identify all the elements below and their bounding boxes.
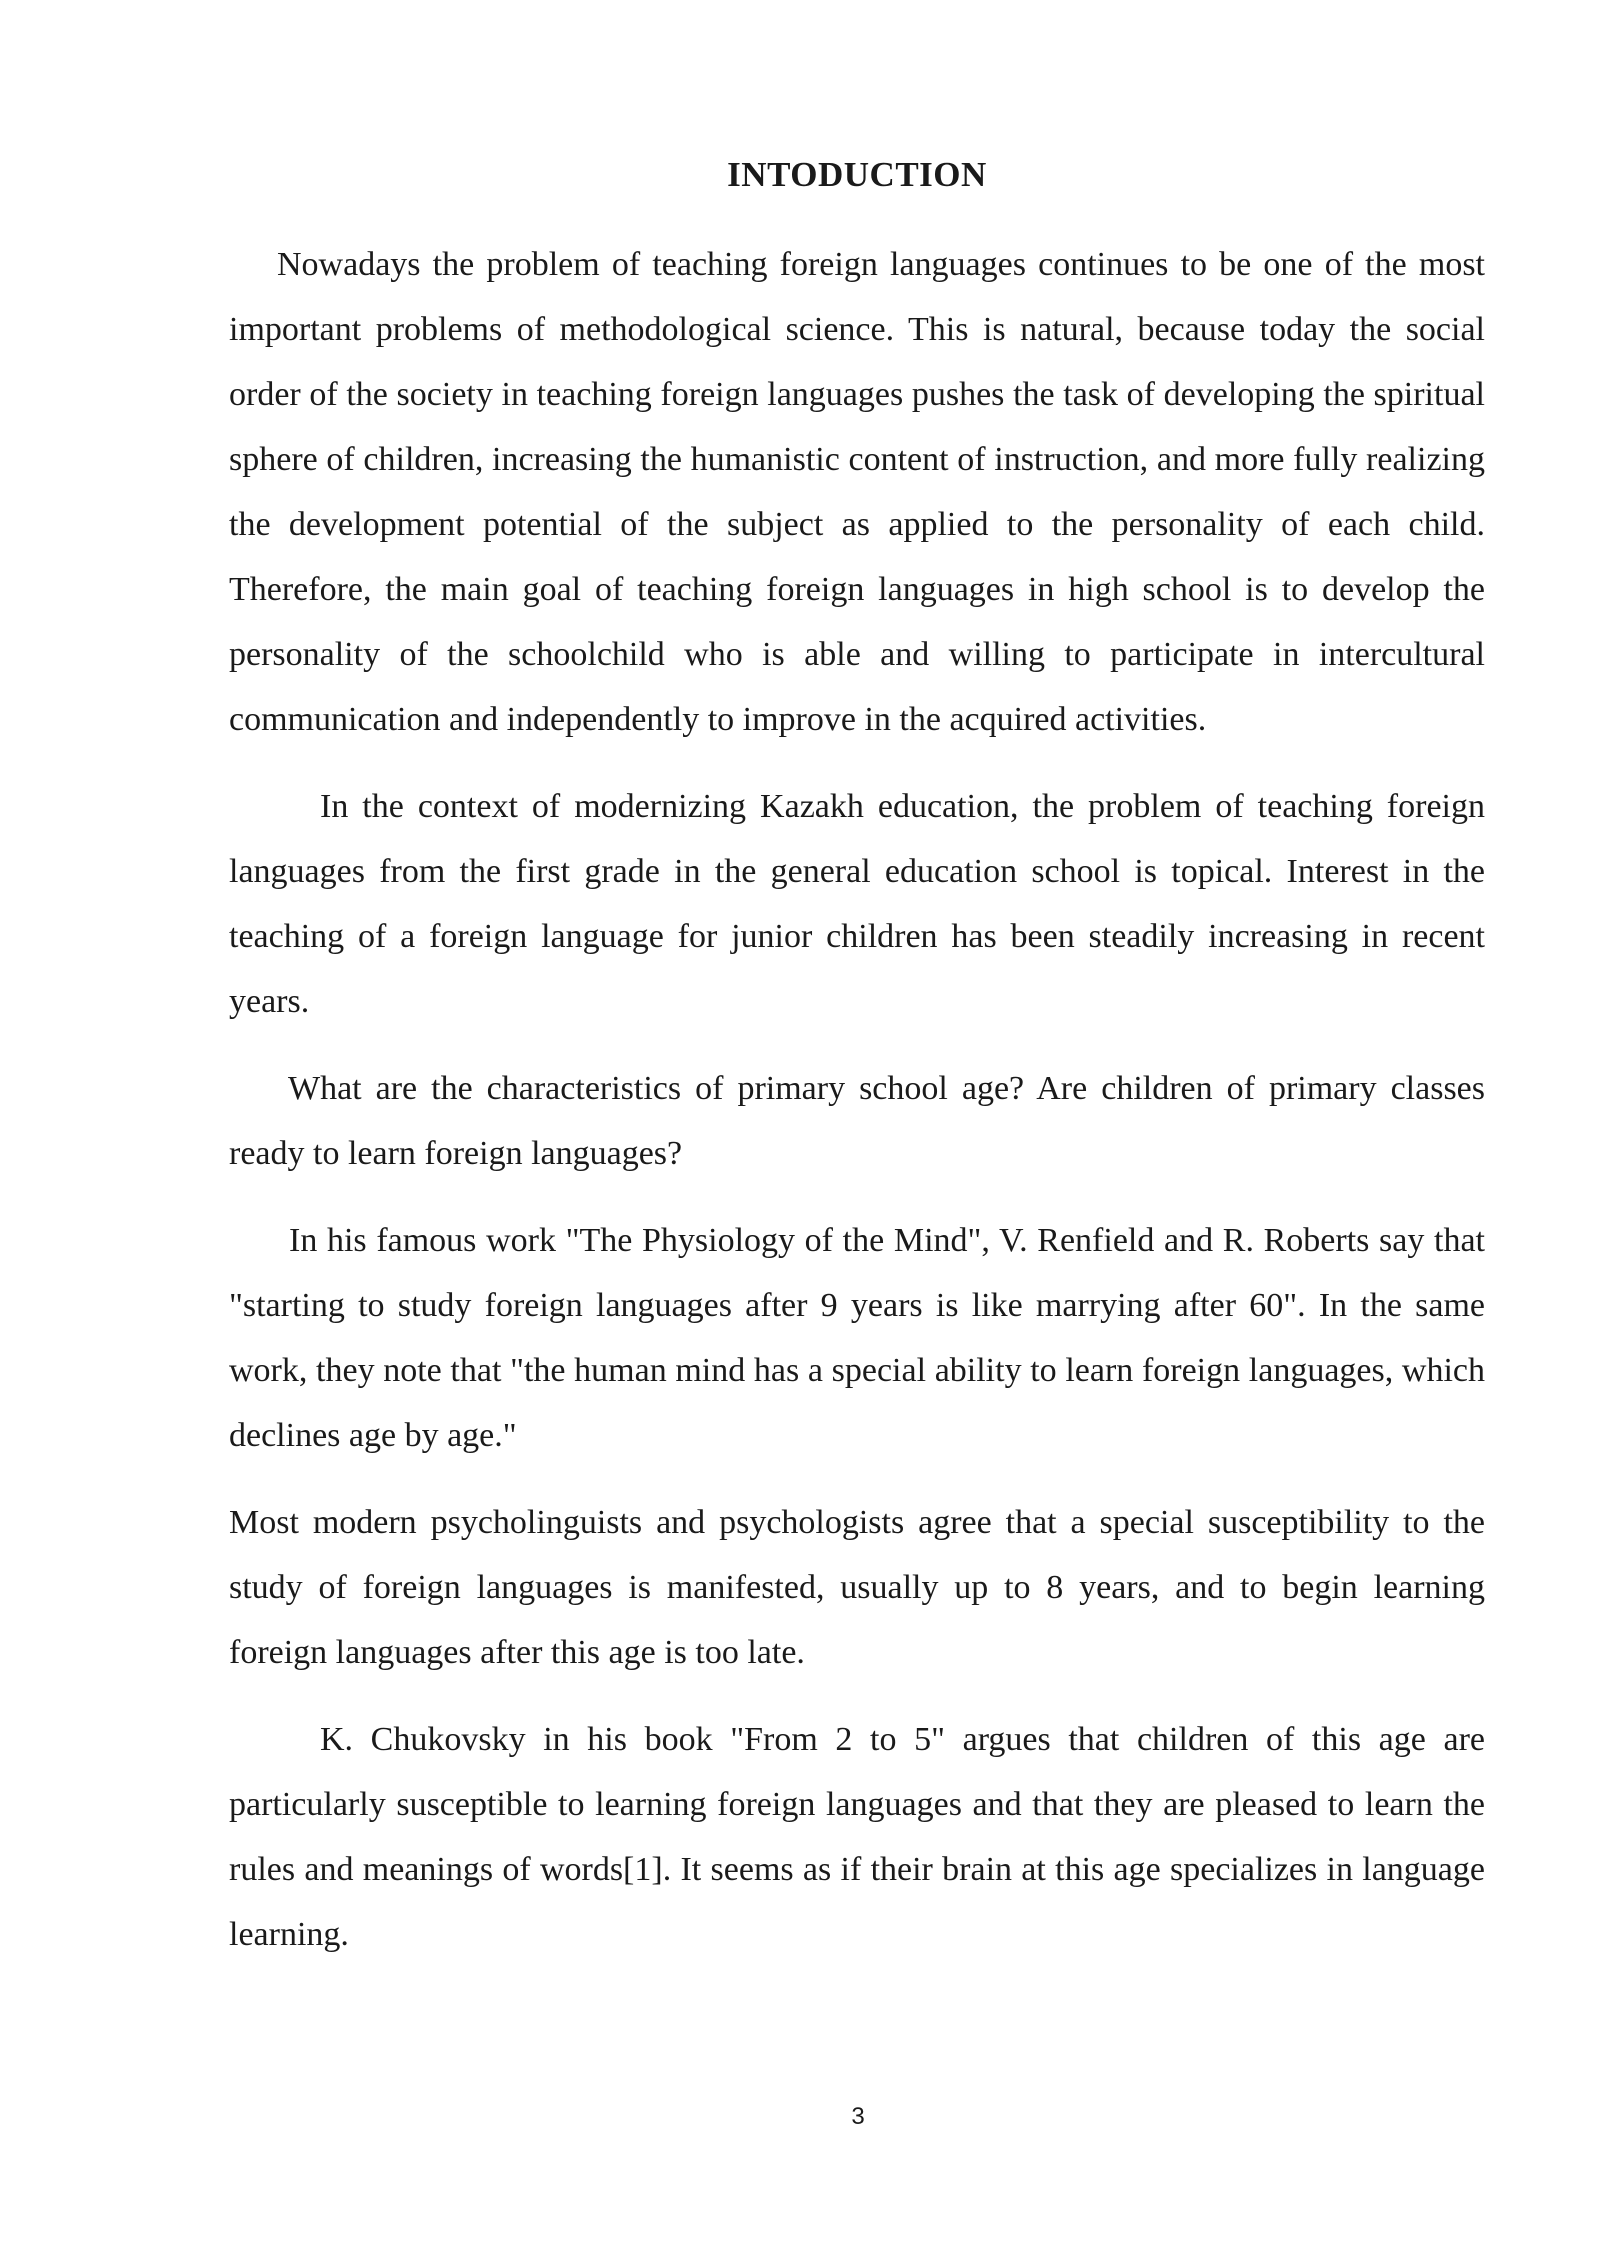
- paragraph-chukovsky: K. Chukovsky in his book "From 2 to 5" argues that children of this age are particularly susceptible to learning foreign languages and that they are pleased to learn the rules and meanings of words[1]. It seems as if their brain at this age specializes in language learning.: [229, 1721, 1485, 1953]
- section-heading: INTODUCTION: [727, 155, 987, 194]
- paragraph-questions: What are the characteristics of primary school age? Are children of primary classes ready to learn foreign languages?: [229, 1070, 1485, 1172]
- paragraph-psycholinguists: Most modern psycholinguists and psychologists agree that a special susceptibility to the study of foreign languages is manifested, usually up to 8 years, and to begin learning foreign languages after this age is too late.: [229, 1504, 1485, 1671]
- paragraph-kazakh-education: In the context of modernizing Kazakh education, the problem of teaching foreign languages from the first grade in the general education school is topical. Interest in the teaching of a foreign language for junior children has been steadily increasing in recent years.: [229, 788, 1485, 1020]
- page-number: 3: [851, 2103, 865, 2130]
- body-text: [229, 232, 1485, 1967]
- paragraph-renfield-roberts: In his famous work "The Physiology of the Mind", V. Renfield and R. Roberts say that "starting to study foreign languages after 9 years is like marrying after 60". In the same work, they note that "the human mind has a special ability to learn foreign languages, which declines age by age.": [229, 1222, 1485, 1454]
- paragraph-intro: Nowadays the problem of teaching foreign languages continues to be one of the most important problems of methodological science. This is natural, because today the social order of the society in teaching foreign languages pushes the task of developing the spiritual sphere of children, increasing the humanistic content of instruction, and more fully realizing the development potential of the subject as applied to the personality of each child. Therefore, the main goal of teaching foreign languages in high school is to develop the personality of the schoolchild who is able and willing to participate in intercultural communication and independently to improve in the acquired activities.: [229, 246, 1485, 738]
